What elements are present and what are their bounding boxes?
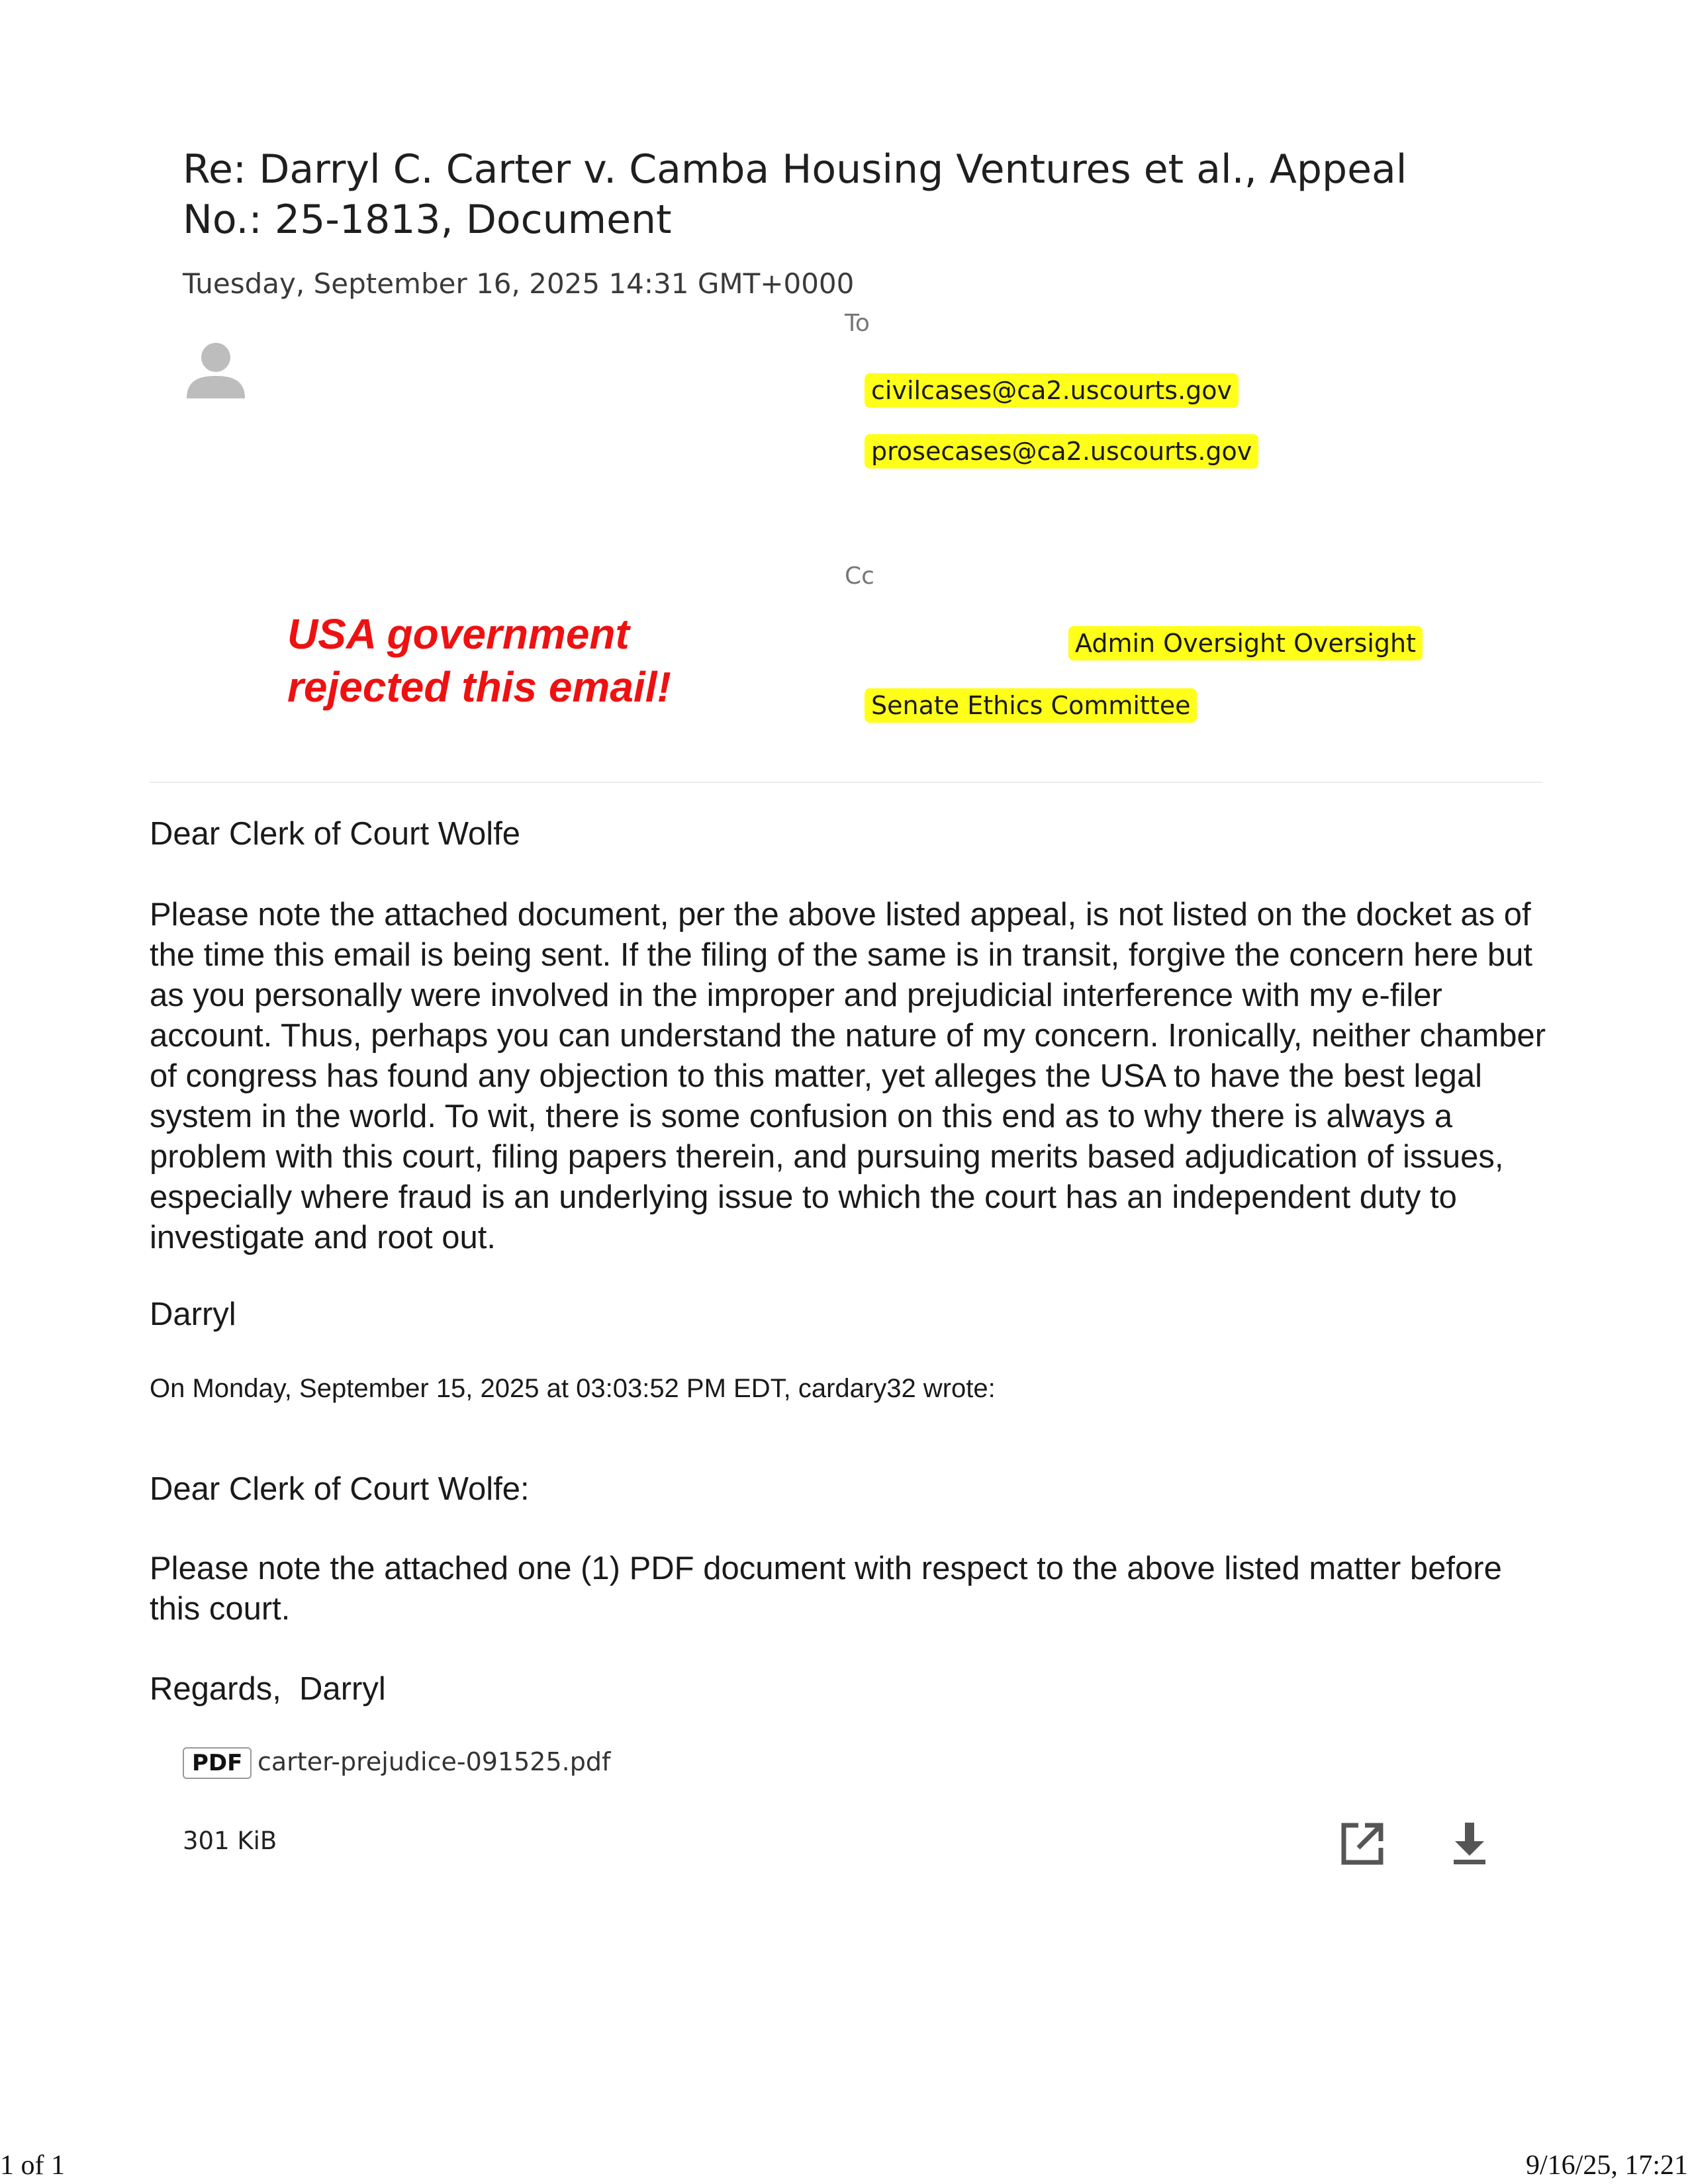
print-timestamp: 9/16/25, 17:21: [1525, 2150, 1688, 2181]
open-attachment-button[interactable]: [1336, 1817, 1389, 1870]
signoff: Darryl: [150, 1297, 236, 1332]
greeting: Dear Clerk of Court Wolfe: [150, 816, 521, 852]
recipient-chip[interactable]: prosecases@ca2.uscourts.gov: [865, 434, 1258, 469]
stamp-line-2: rejected this email!: [287, 663, 671, 711]
quote-signoff: Regards, Darryl: [150, 1671, 386, 1707]
download-icon: [1443, 1817, 1496, 1870]
header-divider: [150, 782, 1542, 783]
body-paragraph: Please note the attached document, per the above listed appeal, is not listed on the docket as of the time this email is being sent. If the filing of the same is in transit, forgive the concern here but as you personally were involved in the improper and prejudicial interference with my e-filer account. Thus, perhaps you can understand the nature of my concern. Ironically, neither chamber of congress has found any objection to this matter, yet alleges the USA to have the best legal system in the world. To wit, there is some confusion on this end as to why there is always a problem with this court, filing papers therein, and pursuing merits based adjudication of issues, especially where fraud is an underlying issue to which the court has an independent duty to investigate and root out.: [150, 897, 1546, 1255]
person-icon: [183, 338, 249, 404]
to-label: To: [845, 310, 870, 337]
quote-greeting: Dear Clerk of Court Wolfe:: [150, 1471, 530, 1507]
recipient-chip[interactable]: civilcases@ca2.uscourts.gov: [865, 373, 1239, 408]
open-external-icon: [1336, 1817, 1389, 1870]
quote-paragraph: Please note the attached one (1) PDF document with respect to the above listed matter before this court.: [150, 1551, 1502, 1627]
sender-avatar: [183, 338, 249, 404]
attachment-size: 301 KiB: [183, 1827, 277, 1855]
email-date: Tuesday, September 16, 2025 14:31 GMT+0000: [183, 267, 855, 300]
cc-chip[interactable]: Senate Ethics Committee: [865, 688, 1197, 723]
pdf-badge: PDF: [183, 1747, 252, 1779]
page-number: 1 of 1: [0, 2150, 65, 2181]
stamp-line-1: USA government: [287, 610, 630, 658]
rejected-stamp: [287, 608, 790, 713]
quote-header: On Monday, September 15, 2025 at 03:03:52 PM EDT, cardary32 wrote:: [150, 1374, 996, 1403]
email-subject: Re: Darryl C. Carter v. Camba Housing Ventures et al., Appeal No.: 25-1813, Document: [183, 146, 1407, 243]
cc-chip[interactable]: Admin Oversight Oversight: [1068, 626, 1423, 660]
cc-label: Cc: [845, 563, 874, 590]
download-attachment-button[interactable]: [1443, 1817, 1496, 1870]
attachment-filename[interactable]: carter-prejudice-091525.pdf: [258, 1747, 611, 1776]
